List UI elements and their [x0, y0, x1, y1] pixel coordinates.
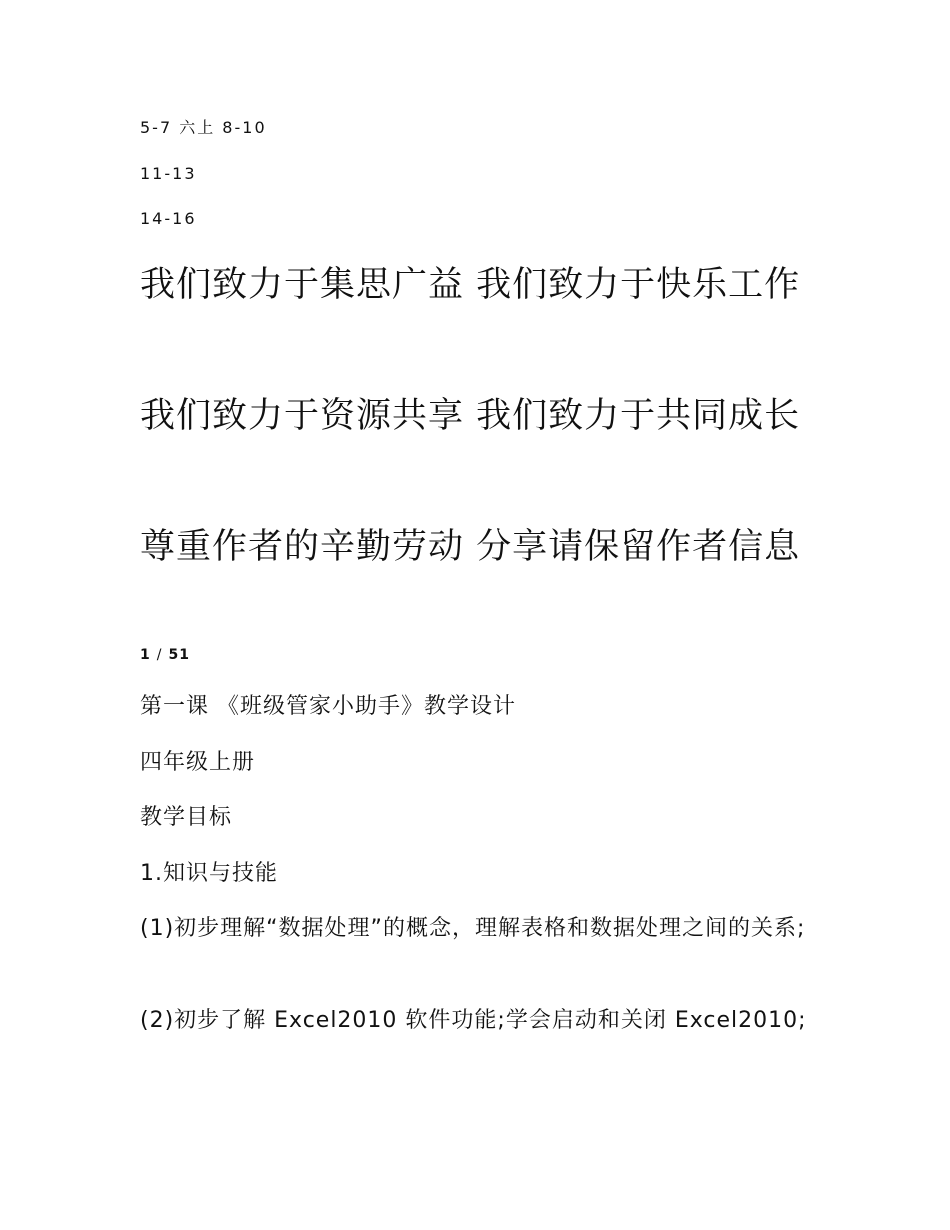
slogan-1: 我们致力于集思广益 我们致力于快乐工作: [140, 265, 801, 305]
page-separator: /: [156, 647, 163, 663]
header-line-2: 11-13: [140, 164, 197, 183]
objective-item-1: (1)初步理解“数据处理”的概念，理解表格和数据处理之间的关系;: [140, 916, 806, 941]
page-current: 1: [140, 647, 151, 663]
grade-label: 四年级上册: [140, 750, 256, 775]
header-line-3: 14-16: [140, 209, 197, 228]
slogan-2: 我们致力于资源共享 我们致力于共同成长: [140, 396, 801, 436]
page-total: 51: [168, 647, 190, 663]
slogan-3: 尊重作者的辛勤劳动 分享请保留作者信息: [140, 527, 801, 567]
objective-item-2: (2)初步了解 Excel2010 软件功能;学会启动和关闭 Excel2010;: [140, 1008, 807, 1033]
header-line-1: 5-7 六上 8-10: [140, 118, 267, 137]
section-heading: 教学目标: [140, 805, 233, 830]
subsection-heading: 1.知识与技能: [140, 861, 278, 886]
lesson-title: 第一课 《班级管家小助手》教学设计: [140, 694, 516, 719]
page-number: [140, 646, 190, 664]
